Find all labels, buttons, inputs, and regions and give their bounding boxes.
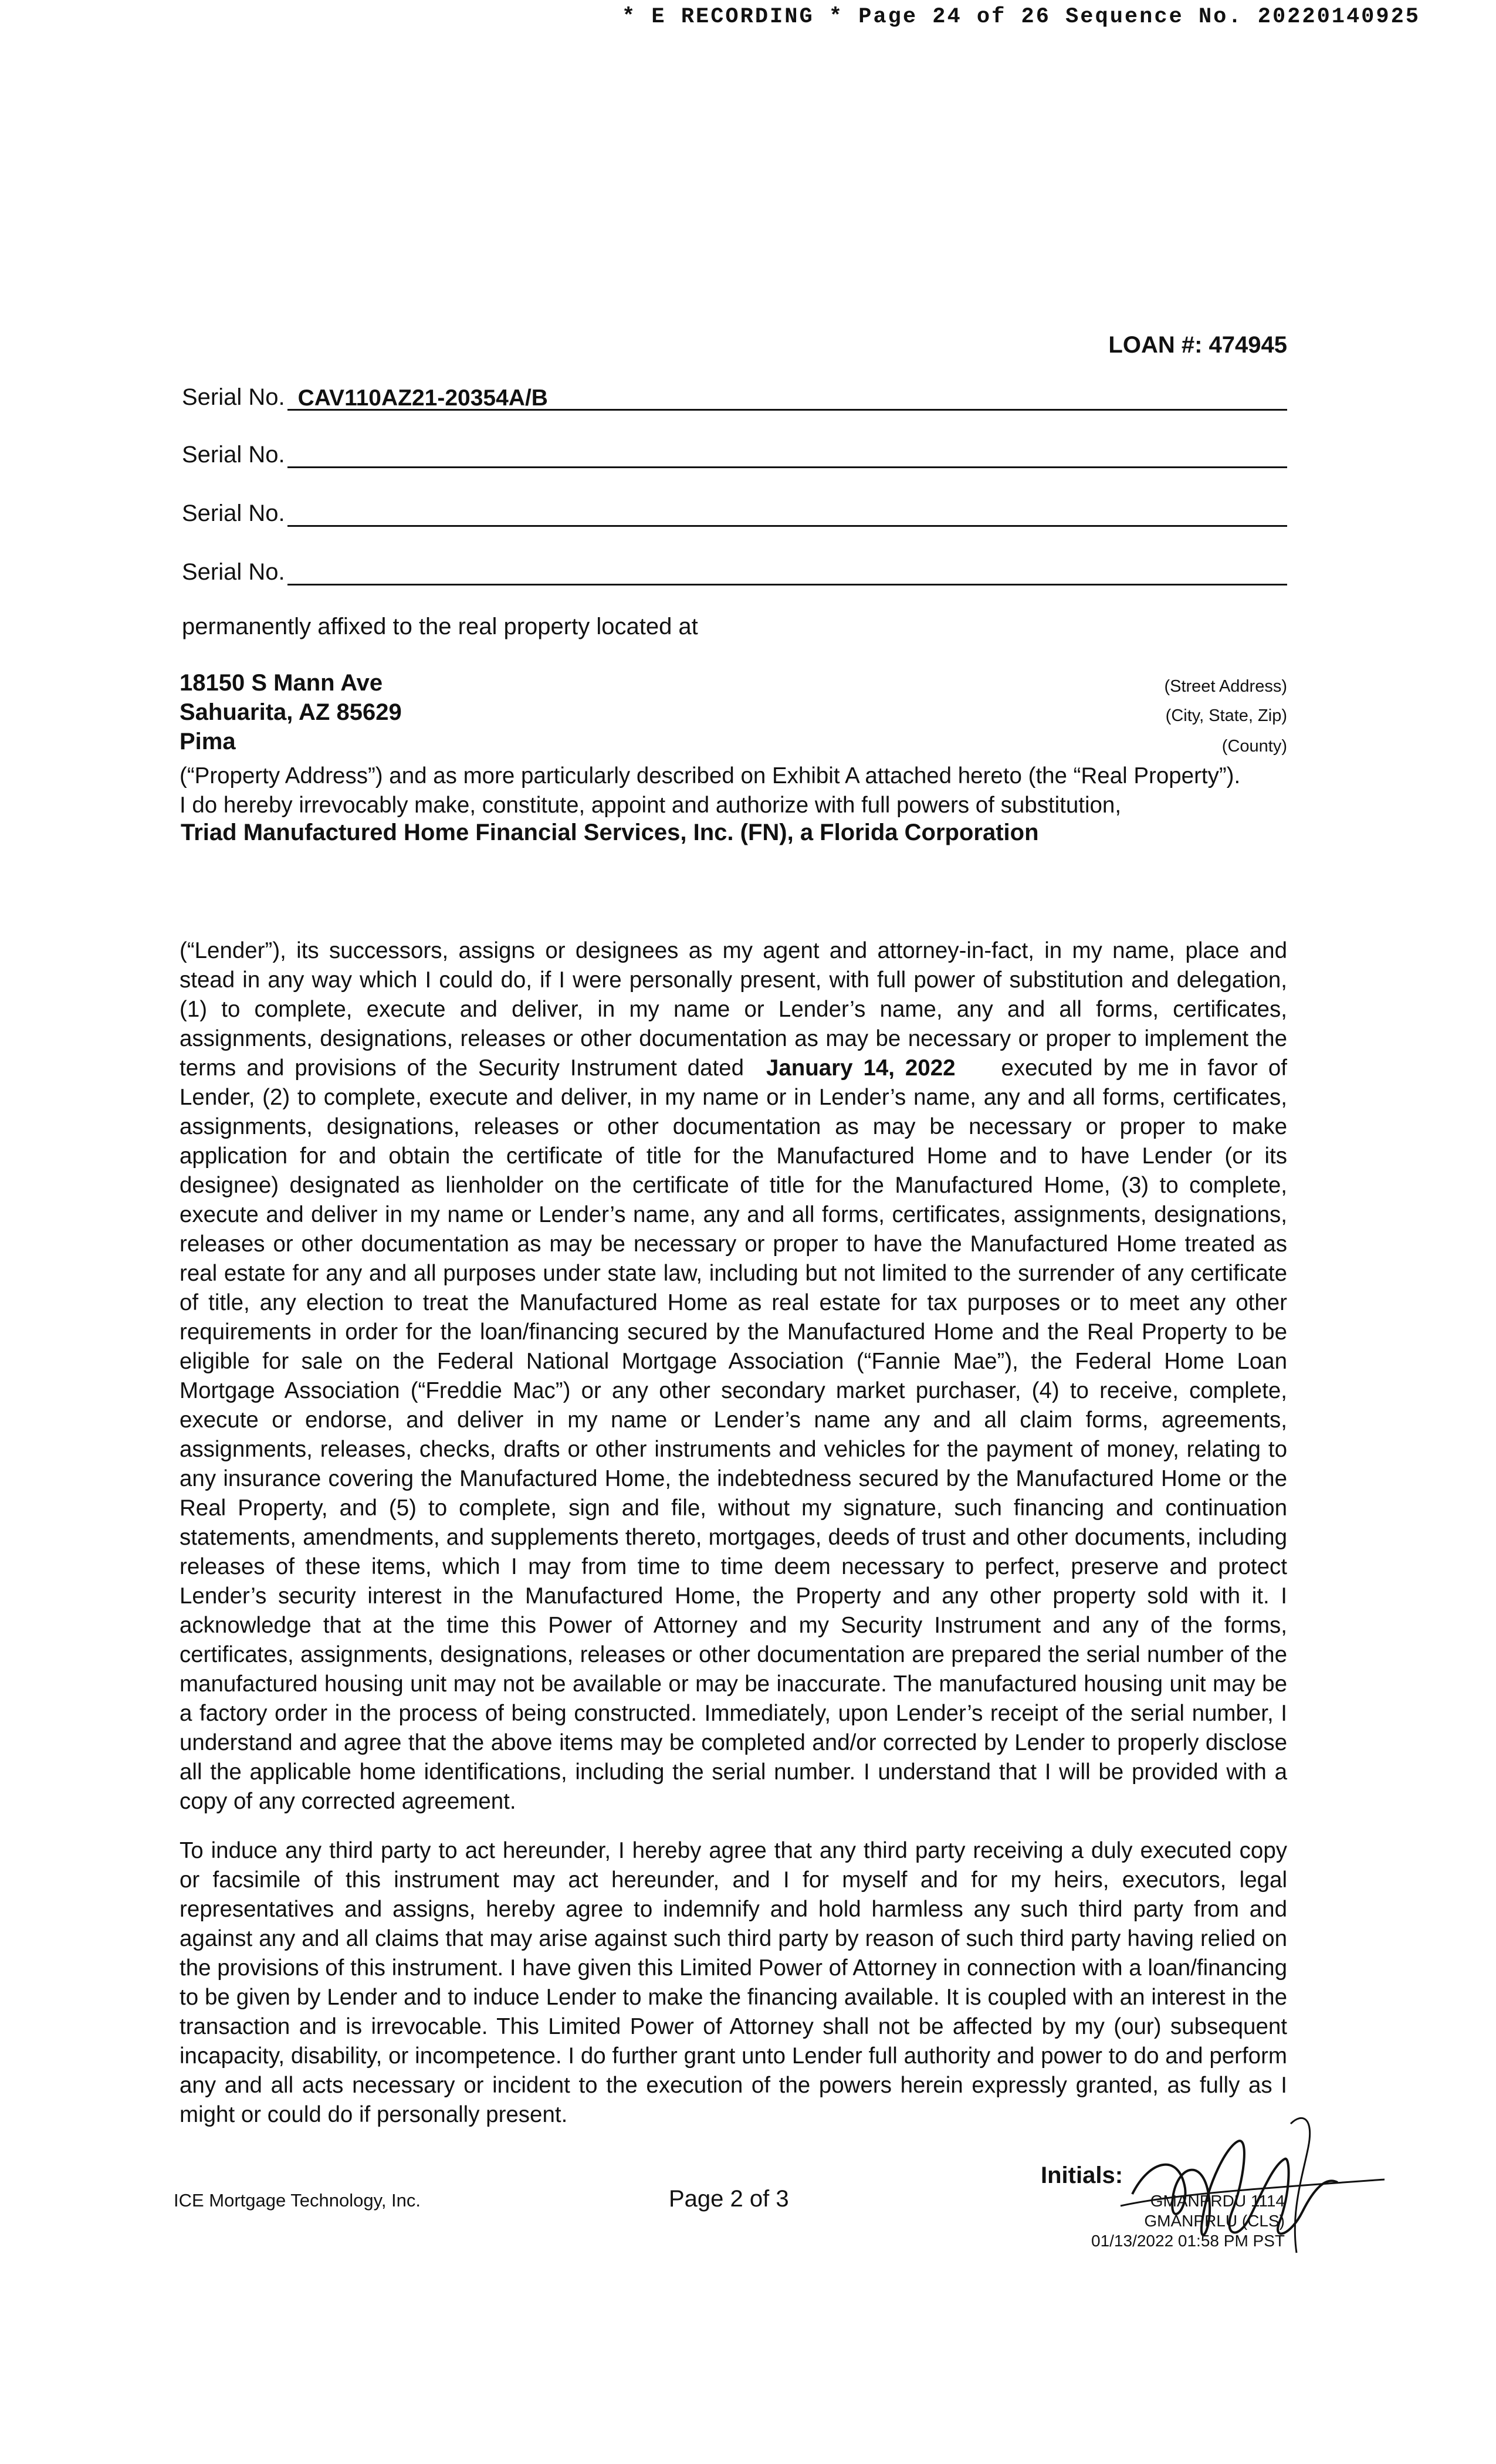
serial-row-2 xyxy=(182,433,1287,468)
street-address: 18150 S Mann Ave xyxy=(180,670,383,696)
serial-label: Serial No. xyxy=(182,500,285,526)
main-paragraph xyxy=(180,936,1287,1816)
appointment-line: I do hereby irrevocably make, constitute, appoint and authorize with full powers of substitution, xyxy=(180,793,1122,818)
serial-row-4 xyxy=(182,550,1287,585)
serial-label: Serial No. xyxy=(182,442,285,468)
serial-label: Serial No. xyxy=(182,384,285,410)
security-instrument-date: January 14, 2022 xyxy=(766,1055,956,1081)
lender-name: Triad Manufactured Home Financial Services, Inc. (FN), a Florida Corporation xyxy=(181,820,1039,845)
main-paragraph-part1: (“Lender”), its successors, assigns or designees as my agent and attorney-in-fact, in my name, place and stead in any way which I could do, if I were personally present, with full power of substitution and delegation, (1) to complete, execute and deliver, in my name or Lender’s name, any and all forms, certificates, assignments, designations, releases or other documentation as may be necessary or proper to implement the terms and provisions of the Security Instrument dated xyxy=(180,938,1287,1081)
serial-row-3 xyxy=(182,492,1287,527)
initials-label: Initials: xyxy=(1041,2162,1123,2188)
recording-header: * E RECORDING * Page 24 of 26 Sequence No. 20220140925 xyxy=(622,5,1420,29)
county: Pima xyxy=(180,729,236,754)
form-code-2: GMANPRLU (CLS) xyxy=(1144,2212,1285,2230)
main-paragraph-part2: executed by me in favor of Lender, (2) to complete, execute and deliver, in my name or in Lender’s name, any and all forms, certificates, assignments, designations, releases or other documentation as may be necessary or proper to make application for and obtain the certificate of title for the Manufactured Home and to have Lender (or its designee) designated as lienholder on the certificate of title for the Manufactured Home, (3) to complete, execute and deliver in my name or Lender’s name, any and all forms, certificates, assignments, designations, releases or other documentation as may be necessary or proper to have the Manufactured Home treated as real estate for any and all purposes under state law, including but not limited to the surrender of any certificate of title, any election to treat the Manufactured Home as real estate for tax purposes or to meet any other requirements in order for the loan/financing secured by the Manufactured Home and the Real Property to be eligible for sale on the Federal National Mortgage Association (“Fannie Mae”), the Federal Home Loan Mortgage Association (“Freddie Mac”) or any other secondary market purchaser, (4) to receive, complete, execute or endorse, and deliver in my name or Lender’s name any and all claim forms, agreements, assignments, releases, checks, drafts or other instruments and vehicles for the payment of money, relating to any insurance covering the Manufactured Home, the indebtedness secured by the Manufactured Home or the Real Property, and (5) to complete, sign and file, without my signature, such financing and continuation statements, amendments, and supplements thereto, mortgages, deeds of trust and other documents, including releases of these items, which I may from time to time deem necessary to perfect, preserve and protect Lender’s security interest in the Manufactured Home, the Property and any other property sold with it. I acknowledge that at the time this Power of Attorney and my Security Instrument and any of the forms, certificates, assignments, designations, releases or other documentation are prepared the serial number of the manufactured housing unit may not be available or may be inaccurate. The manufactured housing unit may be a factory order in the process of being constructed. Immediately, upon Lender’s receipt of the serial number, I understand and agree that the above items may be completed and/or corrected by Lender to properly disclose all the applicable home identifications, including the serial number. I understand that I will be provided with a copy of any corrected agreement. xyxy=(180,1055,1287,1814)
initials-signature xyxy=(1115,2077,1396,2276)
serial-value xyxy=(287,560,1287,585)
serial-row-1 xyxy=(182,375,1287,411)
footer-company: ICE Mortgage Technology, Inc. xyxy=(174,2190,421,2211)
loan-number: LOAN #: 474945 xyxy=(1108,332,1287,358)
city-state-zip: Sahuarita, AZ 85629 xyxy=(180,699,402,725)
street-address-label: (Street Address) xyxy=(1164,677,1287,696)
form-code-1: GMANPRDU 1114 xyxy=(1150,2192,1285,2210)
third-party-paragraph: To induce any third party to act hereunder, I hereby agree that any third party receiving a duly executed copy or facsimile of this instrument may act hereunder, and I for myself and for my heirs, executors, legal representatives and assigns, hereby agree to indemnify and hold harmless any such third party from and against any and all claims that may arise against such third party by reason of such third party having relied on the provisions of this instrument. I have given this Limited Power of Attorney in connection with a loan/financing to be given by Lender and to induce Lender to make the financing available. It is coupled with an interest in the transaction and is irrevocable. This Limited Power of Attorney shall not be affected by my (our) subsequent incapacity, disability, or incompetence. I do further grant unto Lender full authority and power to do and perform any and all acts necessary or incident to the execution of the powers herein expressly granted, as fully as I might or could do if personally present. xyxy=(180,1838,1287,2127)
signature-stroke-2 xyxy=(1121,2179,1385,2206)
property-address-line: (“Property Address”) and as more particularly described on Exhibit A attached hereto (the “Real Property”). xyxy=(180,763,1241,788)
serial-label: Serial No. xyxy=(182,559,285,585)
serial-value xyxy=(287,502,1287,527)
city-state-zip-label: (City, State, Zip) xyxy=(1165,706,1287,725)
affixed-text: permanently affixed to the real property located at xyxy=(182,614,698,639)
timestamp: 01/13/2022 01:58 PM PST xyxy=(1091,2232,1285,2250)
serial-value xyxy=(287,443,1287,468)
footer-page-number: Page 2 of 3 xyxy=(669,2186,789,2212)
county-label: (County) xyxy=(1221,737,1287,756)
serial-value: CAV110AZ21-20354A/B xyxy=(287,385,1287,411)
